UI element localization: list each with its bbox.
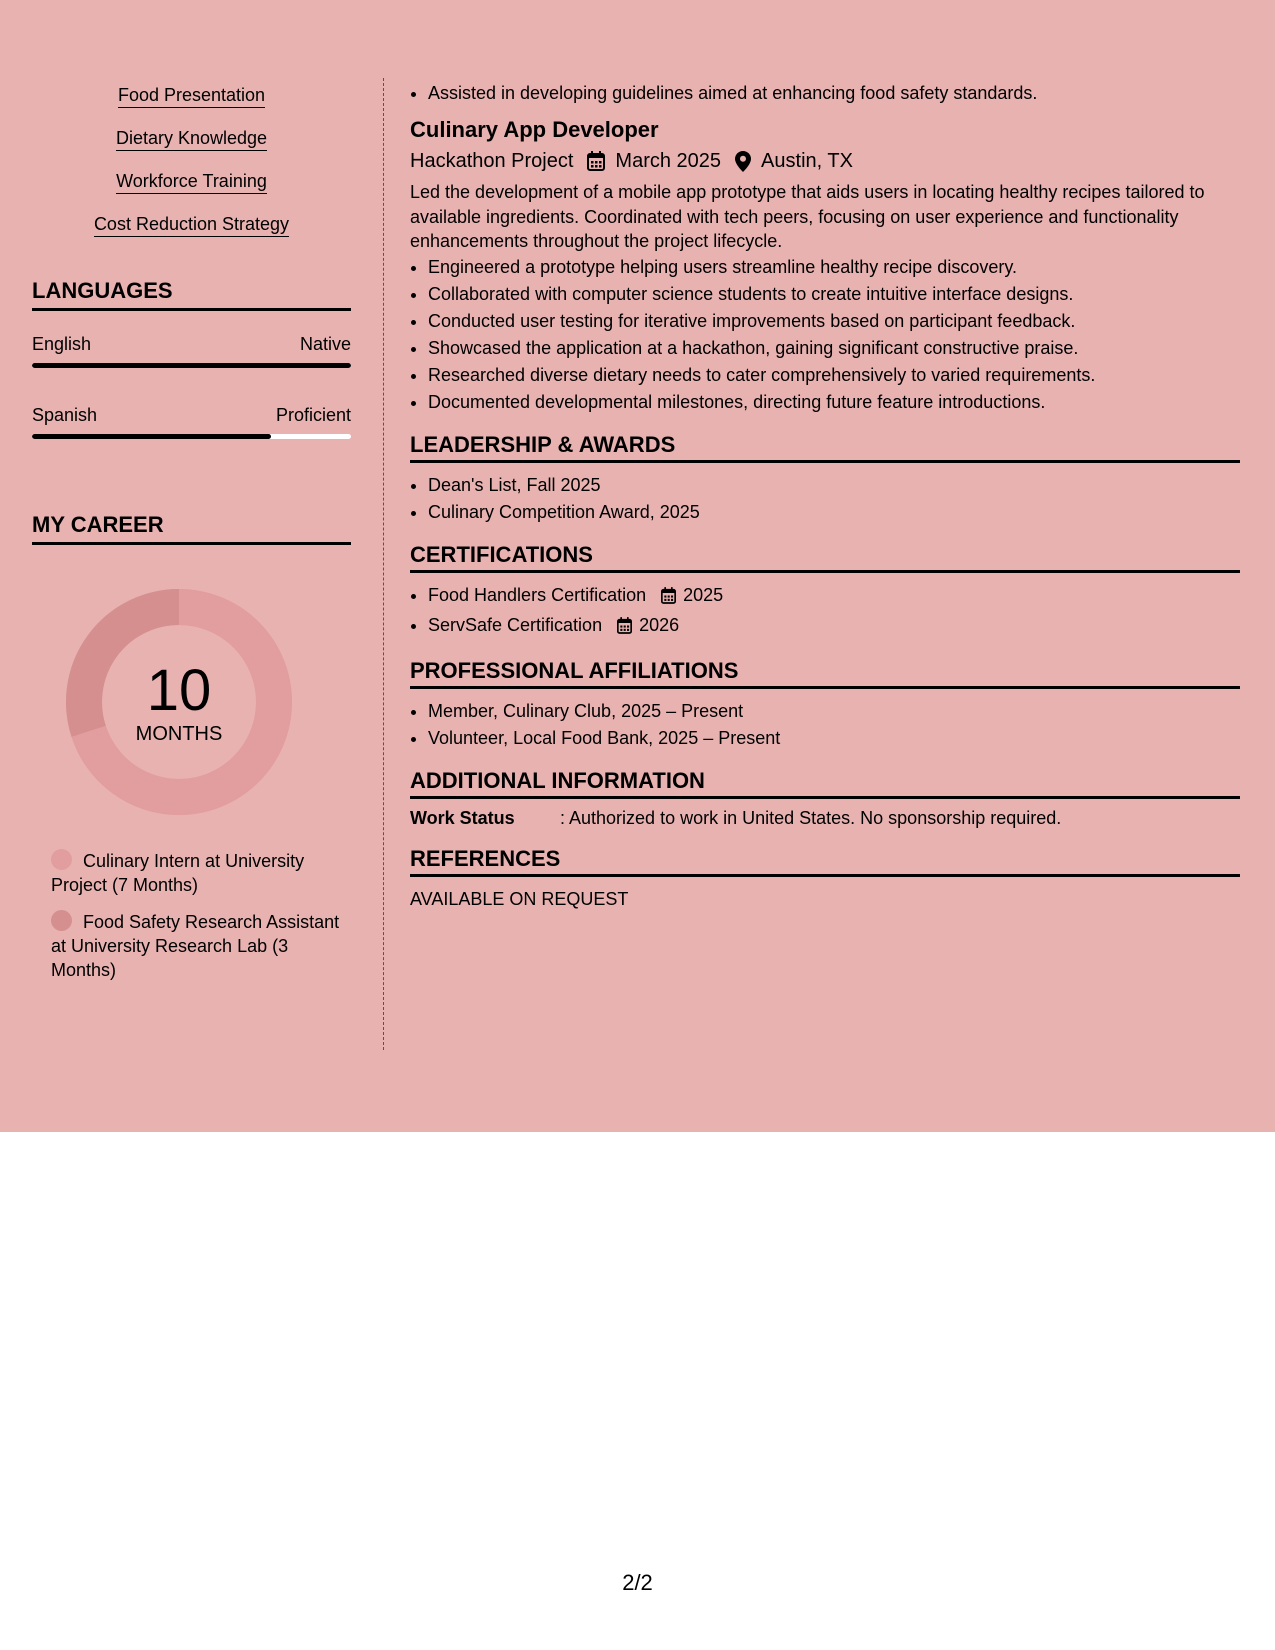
legend-item bbox=[51, 849, 341, 897]
skill-item bbox=[32, 170, 351, 194]
award-item: • Culinary Competition Award, 2025 bbox=[428, 499, 1240, 526]
calendar-icon bbox=[661, 585, 676, 612]
bullet-item: • Documented developmental milestones, directing future feature introductions. bbox=[428, 389, 1240, 416]
job-entry bbox=[410, 116, 1240, 416]
bullet-item: • Conducted user testing for iterative improvements based on participant feedback. bbox=[428, 308, 1240, 335]
job-date: March 2025 bbox=[615, 150, 722, 172]
legend-label: Food Safety Research Assistant at University Research Lab (3 Months) bbox=[51, 912, 340, 980]
job-bullets bbox=[410, 254, 1240, 416]
additional-info-section bbox=[410, 767, 1240, 830]
calendar-icon bbox=[617, 615, 632, 642]
page-number: 2/2 bbox=[622, 1570, 653, 1595]
references-heading: REFERENCES bbox=[410, 845, 1240, 877]
bullet-item: • Collaborated with computer science students to create intuitive interface designs. bbox=[428, 281, 1240, 308]
certification-item bbox=[428, 612, 1240, 642]
language-bar-fill bbox=[32, 434, 271, 439]
additional-info-heading: ADDITIONAL INFORMATION bbox=[410, 767, 1240, 799]
job-location: Austin, TX bbox=[761, 150, 853, 172]
certification-name: ServSafe Certification bbox=[428, 614, 603, 635]
column-divider bbox=[383, 78, 384, 1050]
bullet-item: • Researched diverse dietary needs to cater comprehensively to varied requirements. bbox=[428, 362, 1240, 389]
location-pin-icon bbox=[735, 151, 751, 172]
career-donut bbox=[66, 589, 292, 815]
legend-dot bbox=[51, 849, 72, 870]
certification-year: 2026 bbox=[639, 614, 680, 635]
languages-heading: LANGUAGES bbox=[32, 277, 351, 311]
language-bar bbox=[32, 434, 351, 439]
awards-heading: LEADERSHIP & AWARDS bbox=[410, 431, 1240, 463]
references-text: AVAILABLE ON REQUEST bbox=[410, 888, 629, 909]
skill-item bbox=[32, 84, 351, 108]
affiliations-heading: PROFESSIONAL AFFILIATIONS bbox=[410, 657, 1240, 689]
award-item: • Dean's List, Fall 2025 bbox=[428, 472, 1240, 499]
language-bar-fill bbox=[32, 363, 351, 368]
legend-item bbox=[51, 910, 341, 982]
work-status-row bbox=[410, 806, 1240, 830]
affiliations-section bbox=[410, 657, 1240, 752]
right-column bbox=[410, 80, 1240, 911]
certification-item bbox=[428, 582, 1240, 612]
skill-tag: Dietary Knowledge bbox=[116, 127, 267, 151]
job-meta bbox=[410, 147, 1240, 175]
language-name: English bbox=[32, 334, 92, 354]
career-heading: MY CAREER bbox=[32, 511, 351, 545]
skills-list bbox=[32, 84, 351, 237]
certification-year: 2025 bbox=[683, 584, 724, 605]
calendar-icon bbox=[587, 151, 605, 171]
certifications-heading: CERTIFICATIONS bbox=[410, 541, 1240, 573]
legend-dot bbox=[51, 910, 72, 931]
language-level: Native bbox=[299, 334, 351, 354]
bullet-item: • Engineered a prototype helping users streamline healthy recipe discovery. bbox=[428, 254, 1240, 281]
skill-item bbox=[32, 213, 351, 237]
certifications-section bbox=[410, 541, 1240, 642]
bullet-item: • Showcased the application at a hackathon, gaining significant constructive praise. bbox=[428, 335, 1240, 362]
affiliation-item: • Member, Culinary Club, 2025 – Present bbox=[428, 698, 1240, 725]
skill-tag: Workforce Training bbox=[116, 170, 267, 194]
language-spanish bbox=[32, 404, 351, 439]
skill-item bbox=[32, 127, 351, 151]
language-name: Spanish bbox=[32, 405, 98, 425]
left-column bbox=[32, 84, 351, 995]
language-english bbox=[32, 333, 351, 368]
job-title: Culinary App Developer bbox=[410, 117, 659, 142]
career-legend bbox=[32, 849, 341, 982]
job-org: Hackathon Project bbox=[410, 150, 574, 172]
career-total: 10 bbox=[146, 658, 212, 723]
work-status-label: Work Status bbox=[410, 807, 515, 828]
skill-tag: Food Presentation bbox=[118, 84, 265, 108]
language-level: Proficient bbox=[275, 405, 351, 425]
work-status-value: : Authorized to work in United States. No sponsorship required. bbox=[560, 807, 1062, 828]
affiliation-item: • Volunteer, Local Food Bank, 2025 – Present bbox=[428, 725, 1240, 752]
legend-label: Culinary Intern at University Project (7 Months) bbox=[51, 851, 305, 895]
awards-section bbox=[410, 431, 1240, 526]
language-bar bbox=[32, 363, 351, 368]
previous-job-bullets bbox=[410, 80, 1240, 107]
job-description: Led the development of a mobile app prototype that aids users in locating healthy recipes tailored to available ingredients. Coordinated with tech peers, focusing on user experience and functionality enhancements throughout the project lifecycle. bbox=[410, 182, 1205, 251]
bullet-item: • Assisted in developing guidelines aimed at enhancing food safety standards. bbox=[428, 80, 1240, 107]
certification-name: Food Handlers Certification bbox=[428, 584, 647, 605]
references-section bbox=[410, 845, 1240, 911]
skill-tag: Cost Reduction Strategy bbox=[94, 213, 289, 237]
career-unit: MONTHS bbox=[135, 723, 223, 745]
